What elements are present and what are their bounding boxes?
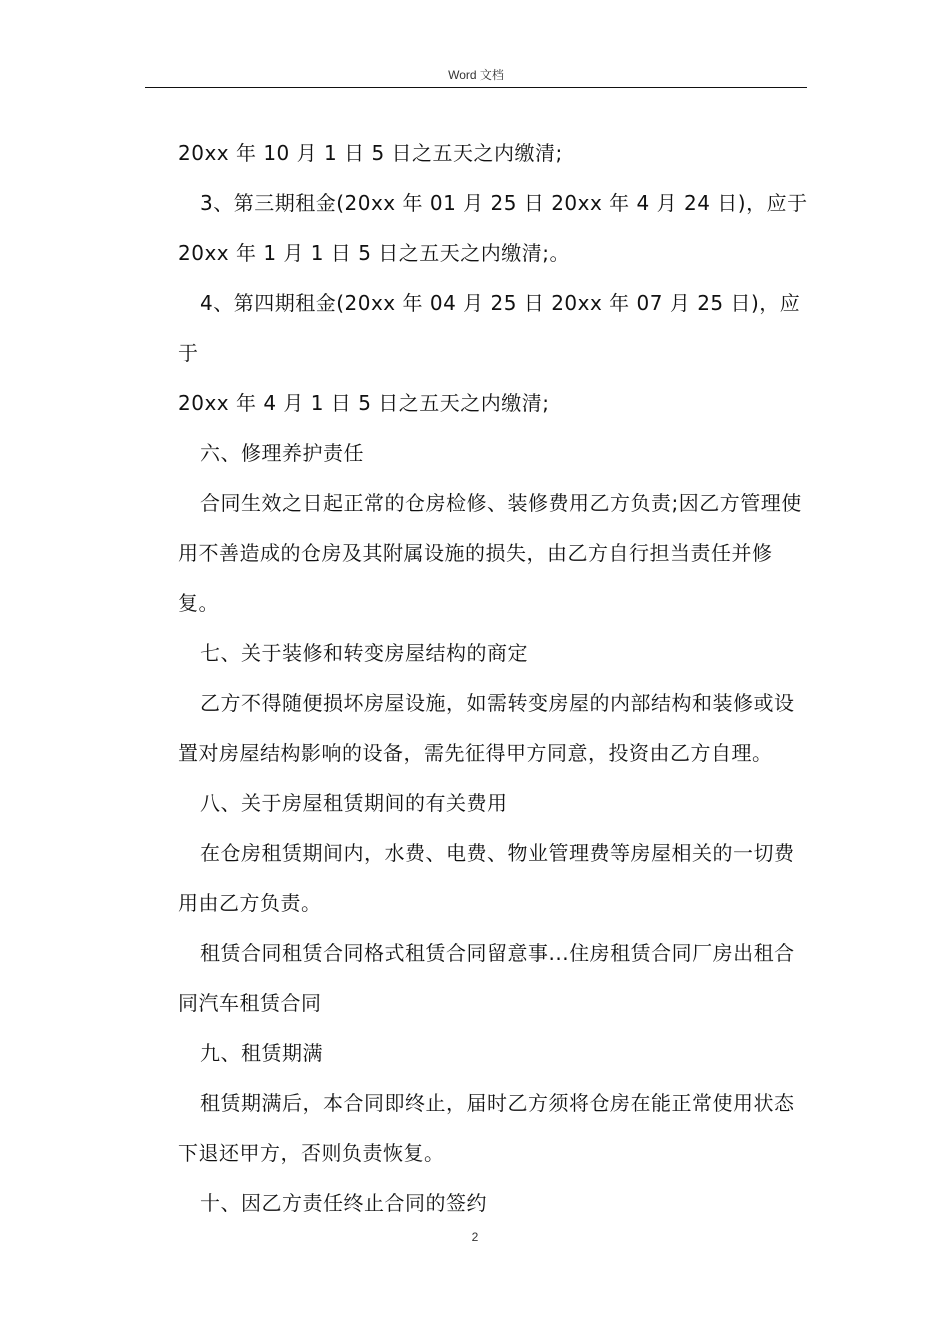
paragraph: 4、第四期租金(20xx 年 04 月 25 日 20xx 年 07 月 25 日)，应于 [178, 291, 801, 365]
section-heading: 九、租赁期满 [200, 1041, 323, 1065]
section-heading: 十、因乙方责任终止合同的签约 [200, 1191, 487, 1215]
page-header: Word 文档 [448, 68, 504, 82]
paragraph: 租赁合同租赁合同格式租赁合同留意事...住房租赁合同厂房出租合同汽车租赁合同 [178, 941, 795, 1015]
document-body [178, 128, 810, 1228]
paragraph: 20xx 年 10 月 1 日 5 日之五天之内缴清; [178, 141, 563, 165]
paragraph: 20xx 年 4 月 1 日 5 日之五天之内缴清; [178, 391, 550, 415]
section-heading: 八、关于房屋租赁期间的有关费用 [200, 791, 508, 815]
section-heading: 七、关于装修和转变房屋结构的商定 [200, 641, 528, 665]
section-heading: 六、修理养护责任 [200, 441, 364, 465]
page-number: 2 [471, 1230, 479, 1244]
header-rule [145, 87, 807, 88]
paragraph: 乙方不得随便损坏房屋设施，如需转变房屋的内部结构和装修或设置对房屋结构影响的设备，需先征得甲方同意，投资由乙方自理。 [178, 691, 795, 765]
paragraph: 3、第三期租金(20xx 年 01 月 25 日 20xx 年 4 月 24 日)，应于 [200, 191, 808, 215]
paragraph: 在仓房租赁期间内，水费、电费、物业管理费等房屋相关的一切费用由乙方负责。 [178, 841, 795, 915]
paragraph: 租赁期满后，本合同即终止，届时乙方须将仓房在能正常使用状态下退还甲方，否则负责恢复。 [178, 1091, 795, 1165]
paragraph: 合同生效之日起正常的仓房检修、装修费用乙方负责;因乙方管理使用不善造成的仓房及其附属设施的损失，由乙方自行担当责任并修复。 [178, 491, 802, 615]
paragraph: 20xx 年 1 月 1 日 5 日之五天之内缴清;。 [178, 241, 571, 265]
